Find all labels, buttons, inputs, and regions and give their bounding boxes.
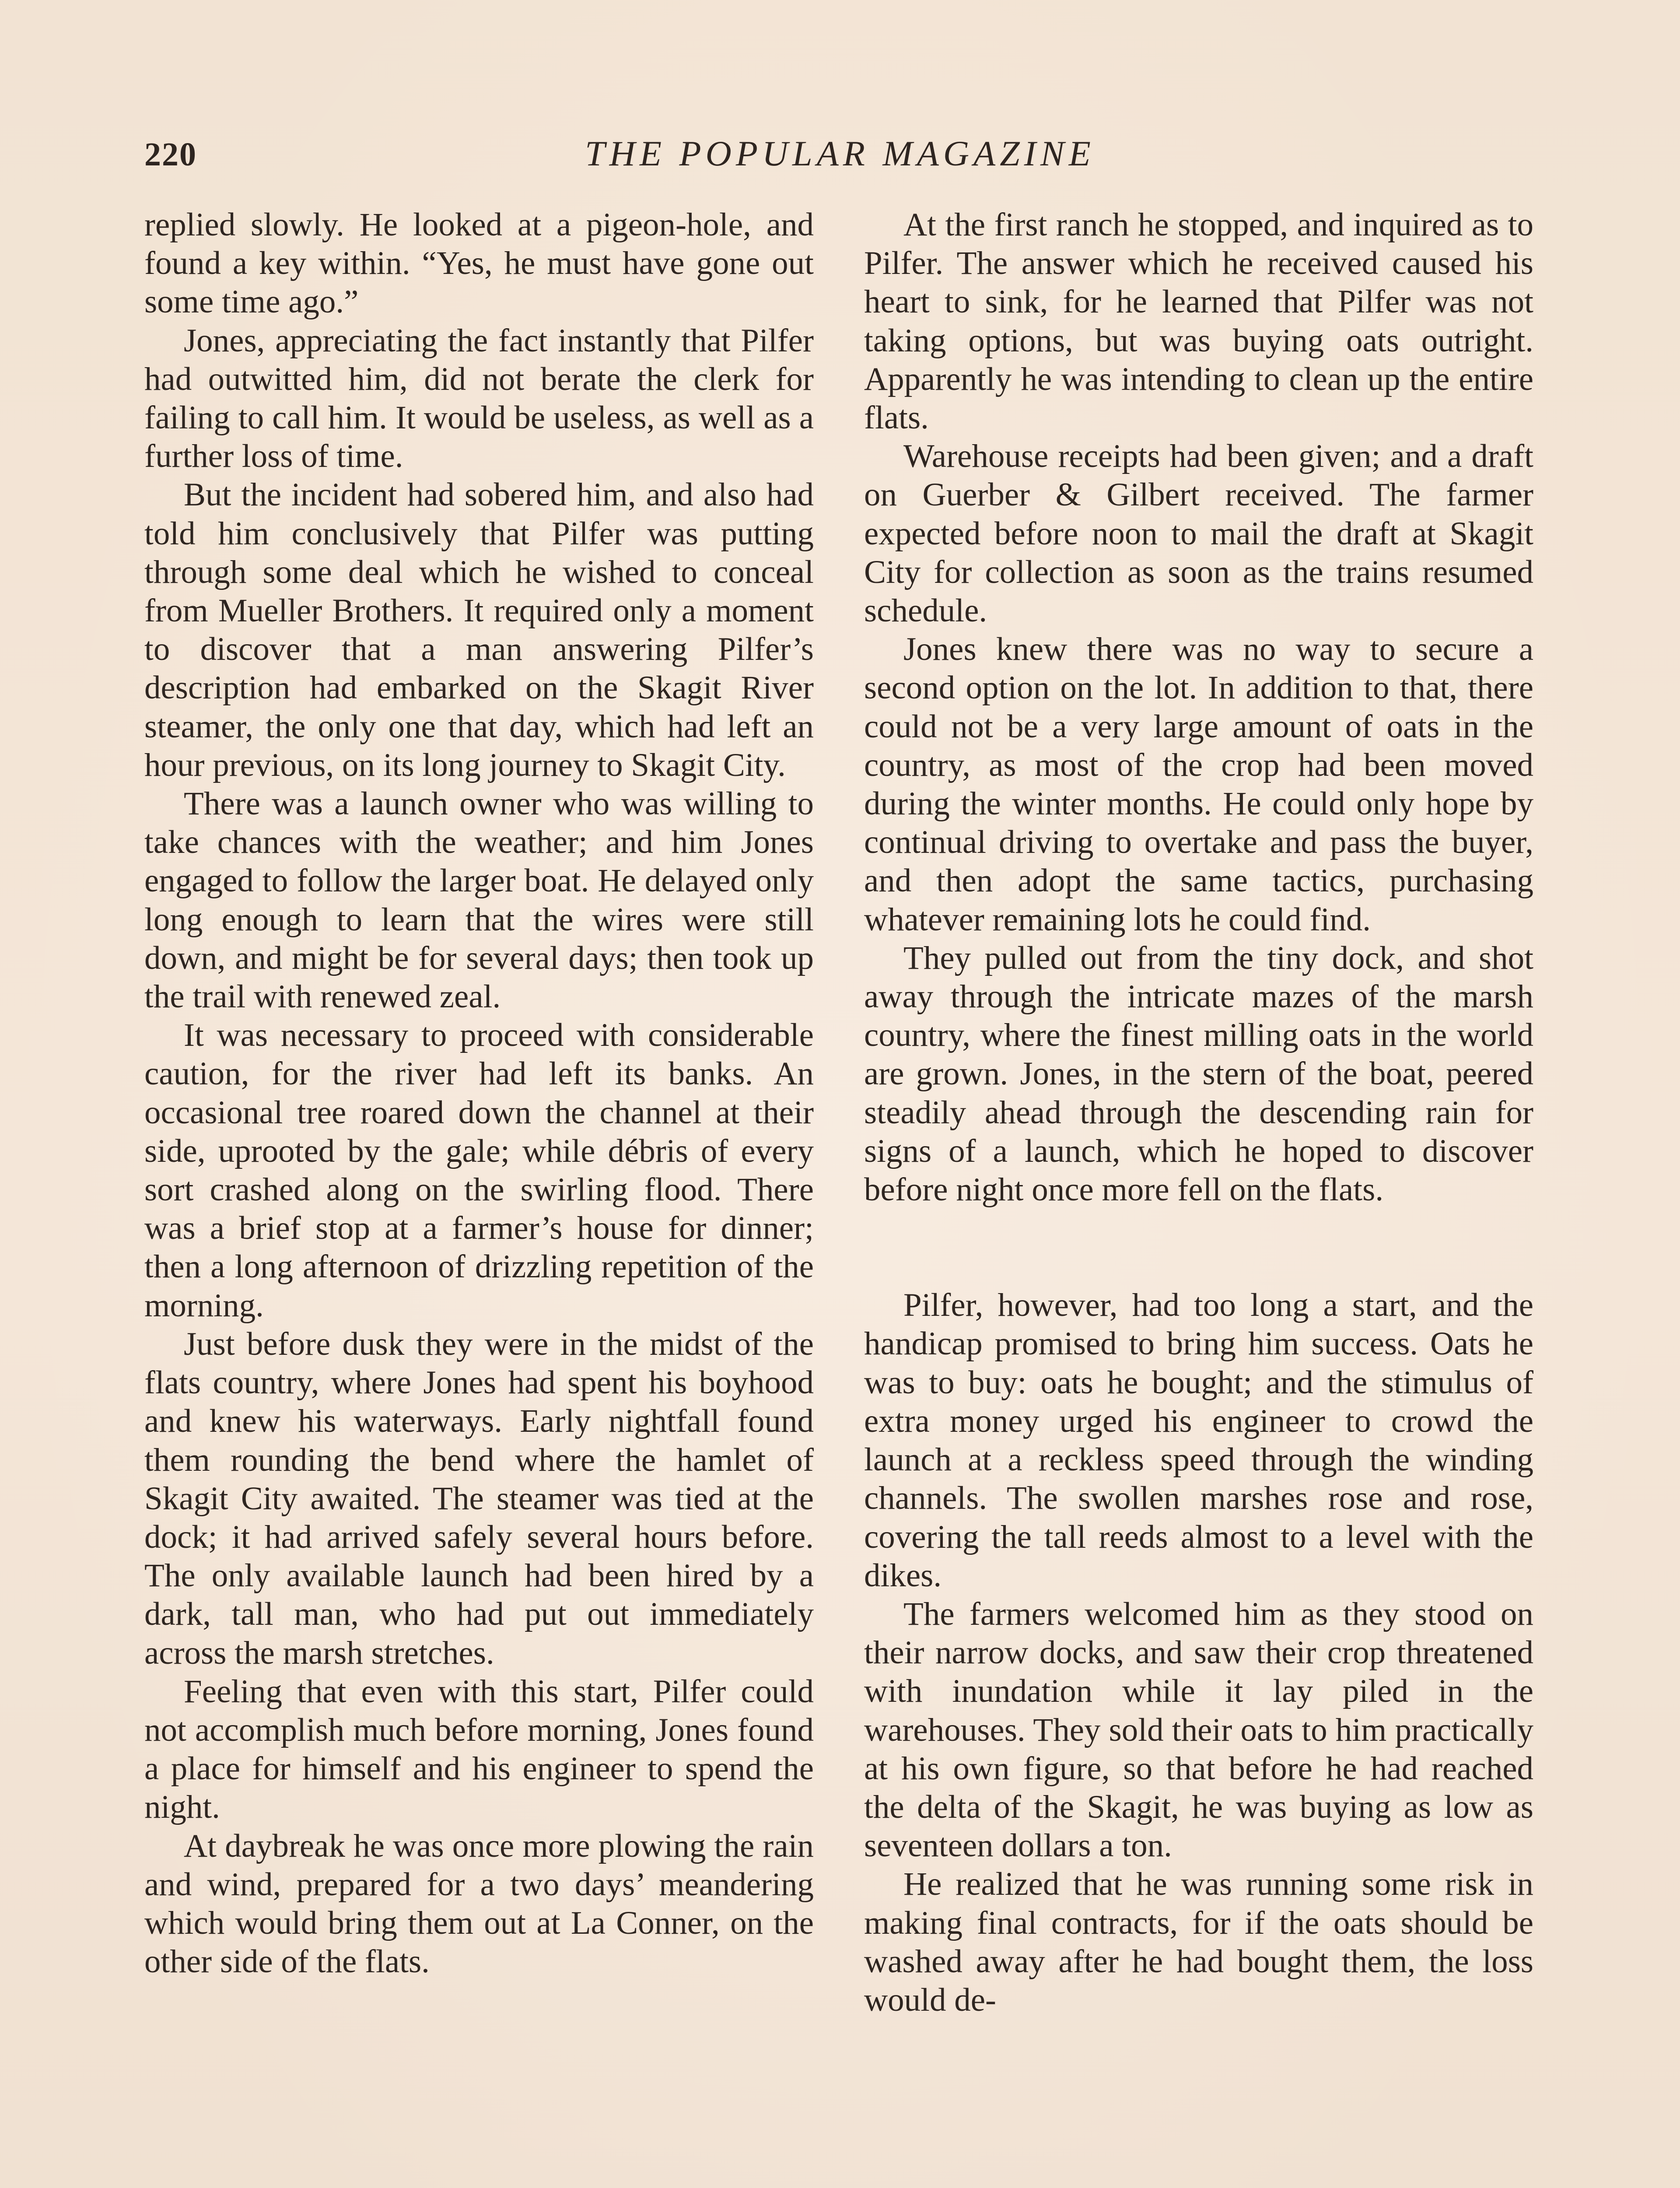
paragraph: He realized that he was running some risk in making final contracts, for if the oats should be washed away after he had bought them, the loss would de- <box>864 1866 1533 2018</box>
paragraph: It was necessary to proceed with considerable caution, for the river had left its banks. An occasional tree roared down the channel at their side, uprooted by the gale; while débris of every sort crashed along on the swirling flood. There was a brief stop at a farmer’s house for dinner; then a long afternoon of drizzling repetition of the morning. <box>144 1017 814 1324</box>
paragraph: Jones knew there was no way to secure a second option on the lot. In addition to that, there could not be a very large amount of oats in the country, as most of the crop had been moved during the winter months. He could only hope by continual driving to overtake and pass the buyer, and then adopt the same tactics, purchasing whatever remaining lots he could find. <box>864 631 1533 938</box>
paragraph: Feeling that even with this start, Pilfer could not accomplish much before morning, Jones found a place for himself and his engineer to spend the night. <box>144 1673 814 1826</box>
page-number: 220 <box>144 136 197 173</box>
paragraph: Just before dusk they were in the midst of the flats country, where Jones had spent his boyhood and knew his waterways. Early nightfall found them rounding the bend where the hamlet of Skagit City awaited. The steamer was tied at the dock; it had arrived safely several hours before. The only available launch had been hired by a dark, tall man, who had put out immediately across the marsh stretches. <box>144 1325 814 1671</box>
page-header <box>144 127 1536 188</box>
paragraph: The farmers welcomed him as they stood on their narrow docks, and saw their crop threatened with inundation while it lay piled in the warehouses. They sold their oats to him practically at his own figure, so that before he had reached the delta of the Skagit, he was buying as low as seventeen dollars a ton. <box>864 1595 1533 1864</box>
paragraph: Pilfer, however, had too long a start, and the handicap promised to bring him success. Oats he was to buy: oats he bought; and the stimulus of extra money urged his engineer to crowd the launch at a reckless speed through the winding channels. The swollen marshes rose and rose, covering the tall reeds almost to a level with the dikes. <box>864 1287 1533 1594</box>
paragraph: They pulled out from the tiny dock, and shot away through the intricate mazes of the marsh country, where the finest milling oats in the world are grown. Jones, in the stern of the boat, peered steadily ahead through the descending rain for signs of a launch, which he hoped to discover before night once more fell on the flats. <box>864 940 1533 1208</box>
left-column <box>144 206 814 1981</box>
right-column <box>864 206 1533 2020</box>
running-head: THE POPULAR MAGAZINE <box>585 133 1095 173</box>
paragraph: At daybreak he was once more plowing the rain and wind, prepared for a two days’ meandering which would bring them out at La Conner, on the other side of the flats. <box>144 1827 814 1980</box>
paragraph: At the first ranch he stopped, and inquired as to Pilfer. The answer which he received caused his heart to sink, for he learned that Pilfer was not taking options, but was buying oats outright. Apparently he was intending to clean up the entire flats. <box>864 207 1533 436</box>
paragraph: But the incident had sobered him, and also had told him conclusively that Pilfer was putting through some deal which he wished to conceal from Mueller Brothers. It required only a moment to discover that a man answering Pilfer’s description had embarked on the Skagit River steamer, the only one that day, which had left an hour previous, on its long journey to Skagit City. <box>144 477 814 783</box>
paragraph: There was a launch owner who was willing to take chances with the weather; and him Jones engaged to follow the larger boat. He delayed only long enough to learn that the wires were still down, and might be for several days; then took up the trail with renewed zeal. <box>144 785 814 1015</box>
paragraph: Warehouse receipts had been given; and a draft on Guerber & Gilbert received. The farmer expected before noon to mail the draft at Skagit City for collection as soon as the trains resumed schedule. <box>864 438 1533 629</box>
paragraph: Jones, appreciating the fact instantly that Pilfer had outwitted him, did not berate the clerk for failing to call him. It would be useless, as well as a further loss of time. <box>144 322 814 475</box>
paragraph: replied slowly. He looked at a pigeon-hole, and found a key within. “Yes, he must have gone out some time ago.” <box>144 207 814 320</box>
